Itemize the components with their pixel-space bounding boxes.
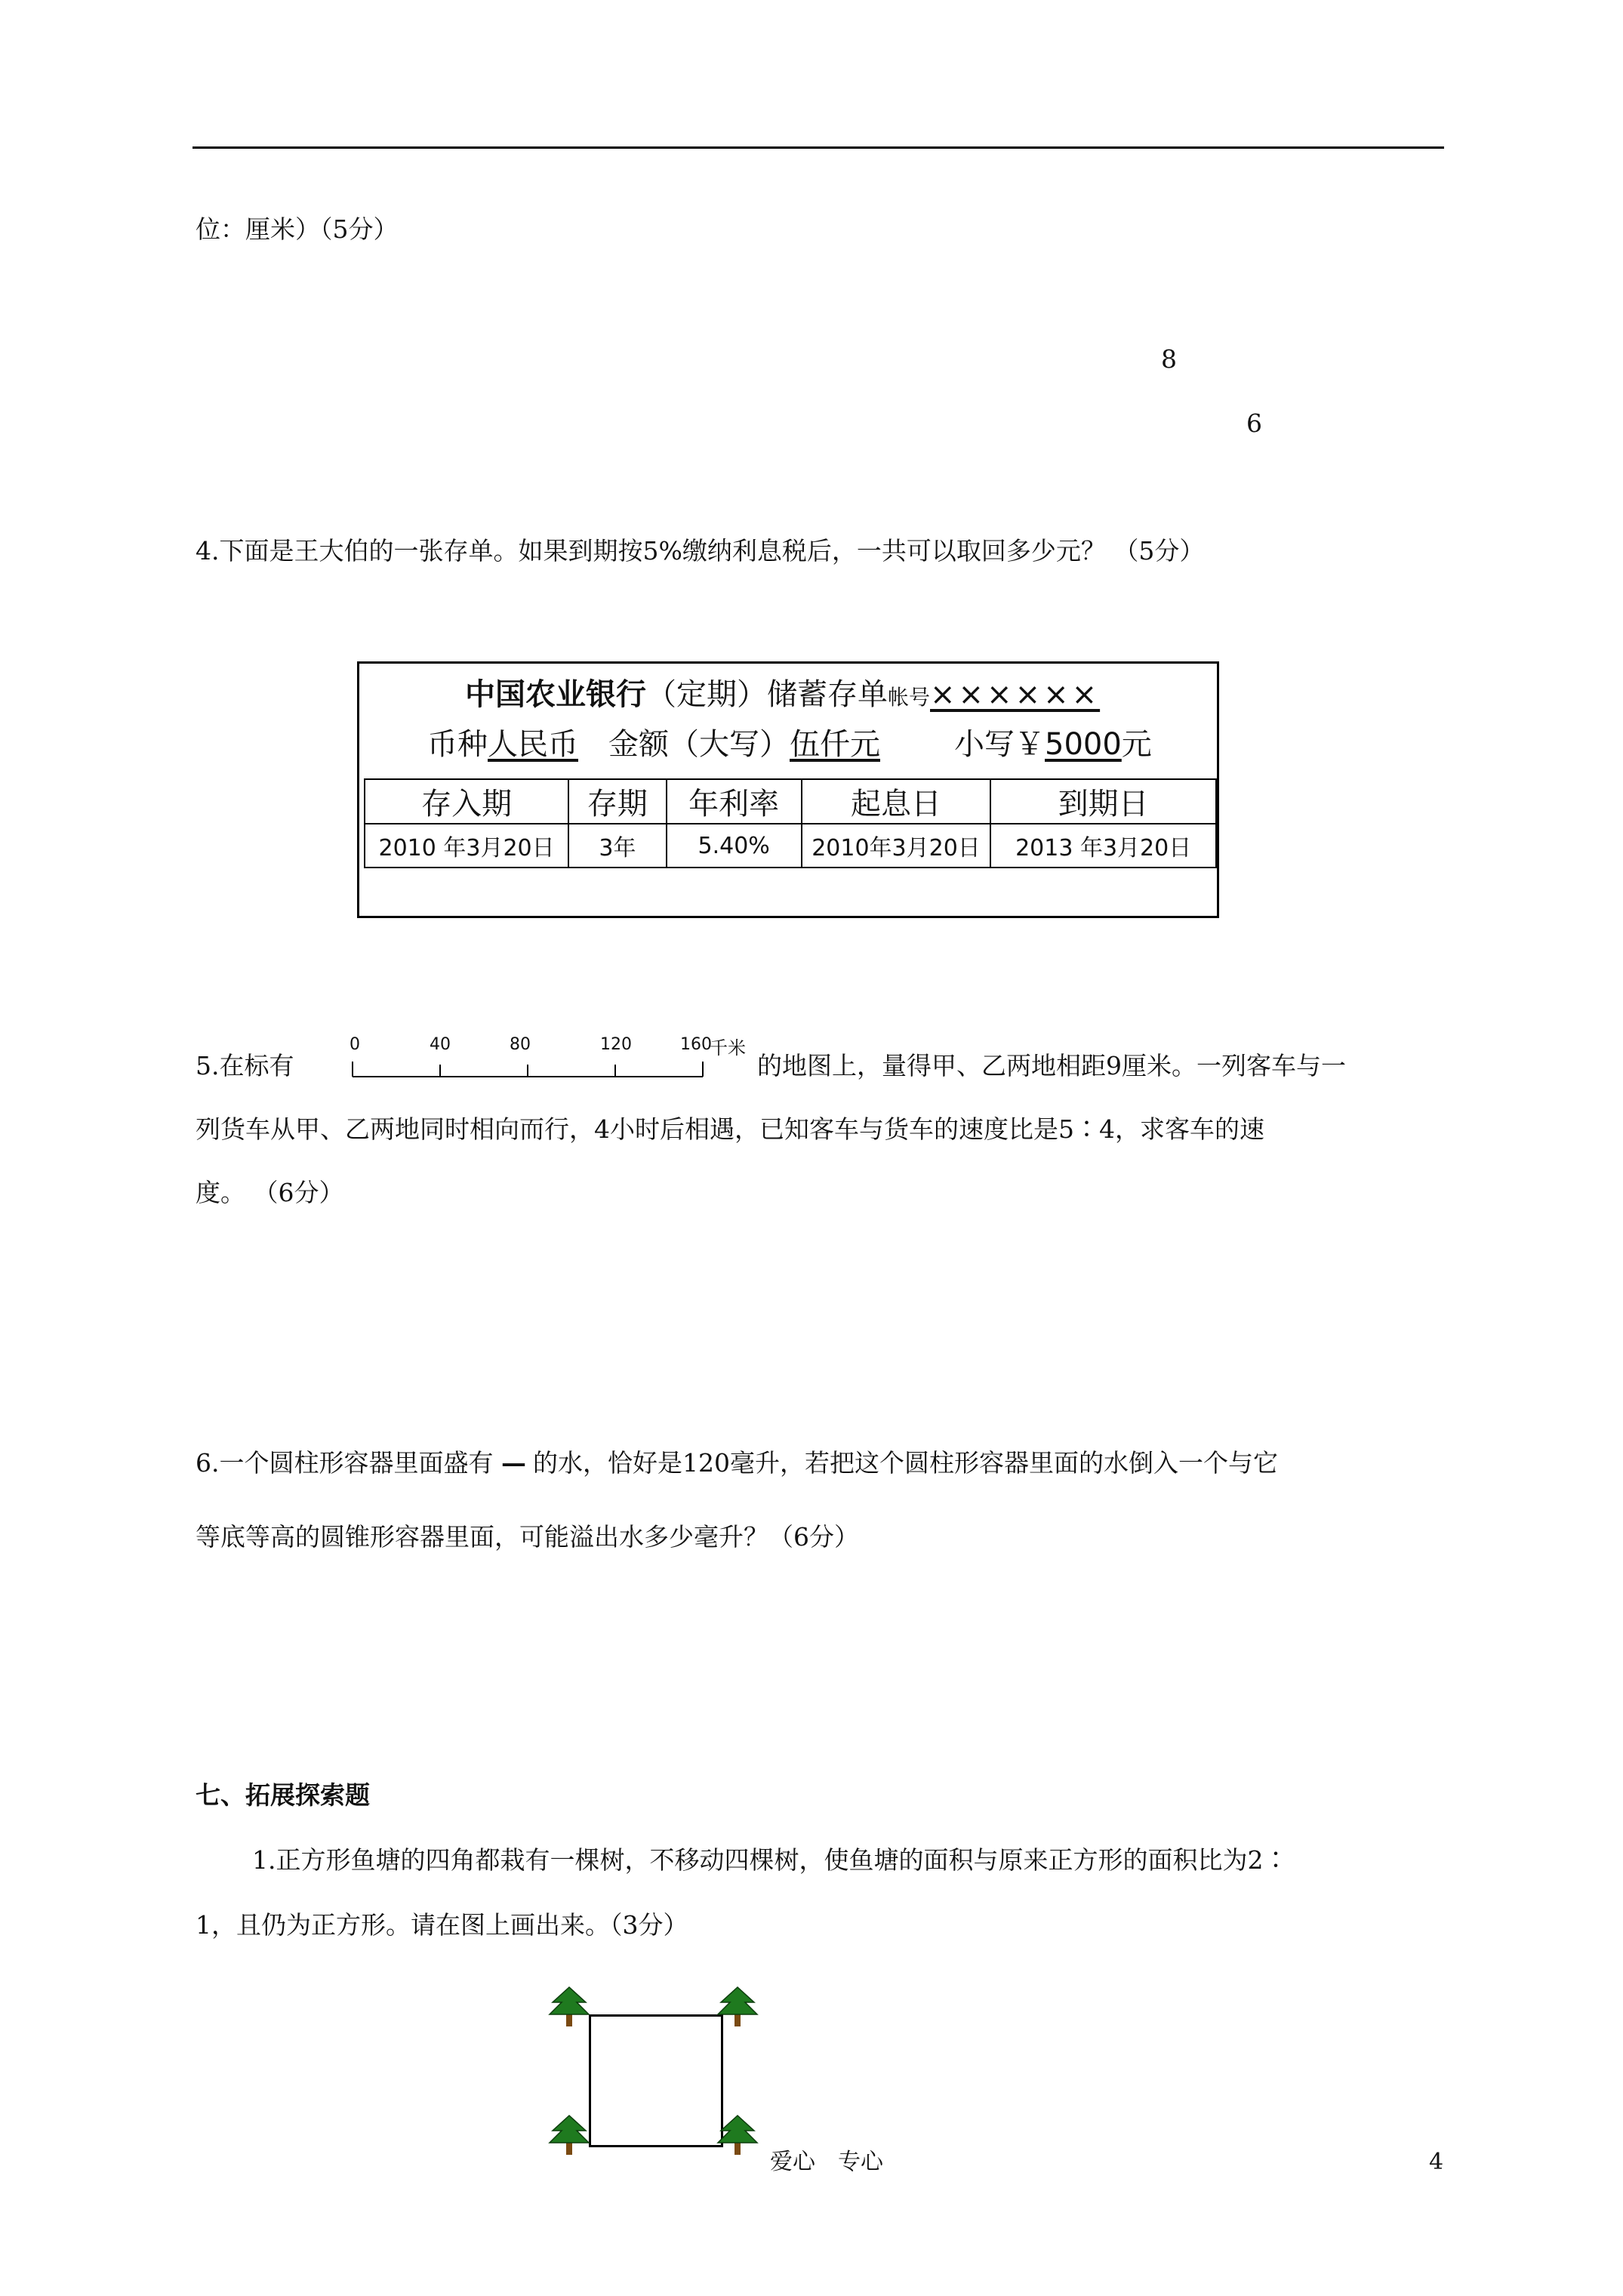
- slip-small-unit: 元: [1121, 727, 1152, 762]
- slip-bank-name: 中国农业银行: [465, 677, 646, 712]
- slip-small-label: 小写￥: [954, 727, 1045, 762]
- bank-deposit-slip: [357, 661, 1219, 918]
- map-scale-bar: [343, 1036, 751, 1081]
- question-6-line2: 等底等高的圆锥形容器里面，可能溢出水多少毫升？（6分）: [196, 1522, 859, 1552]
- scale-tick-label: 160: [680, 1035, 712, 1054]
- page-number: 4: [1429, 2149, 1444, 2175]
- slip-amount-value: 伍仟元: [790, 727, 880, 762]
- line-unit-note: 位：厘米）（5分）: [196, 214, 399, 244]
- slip-small-amount: [954, 726, 1152, 763]
- question-6-fraction: —: [501, 1448, 526, 1478]
- question-6-cont: 的水，恰好是120毫升，若把这个圆柱形容器里面的水倒入一个与它: [533, 1448, 1278, 1478]
- slip-value-term: 3年: [568, 824, 667, 868]
- question-4: 4.下面是王大伯的一张存单。如果到期按5%缴纳利息税后，一共可以取回多少元？ （5分）: [196, 536, 1205, 566]
- slip-value-start-date: 2010年3月20日: [802, 824, 991, 868]
- slip-value-maturity-date: 2013 年3月20日: [990, 824, 1216, 868]
- scale-tick-label: 40: [430, 1035, 451, 1054]
- scale-tick-label: 0: [350, 1035, 360, 1054]
- slip-type: （定期）储蓄存单: [646, 677, 888, 712]
- exercise-1-line1: 1.正方形鱼塘的四角都栽有一棵树，不移动四棵树，使鱼塘的面积与原来正方形的面积比为2∶: [252, 1845, 1289, 1875]
- slip-amount: [608, 726, 880, 763]
- slip-value-deposit-date: 2010 年3月20日: [365, 824, 568, 868]
- slip-account-value: ××××××: [930, 677, 1101, 712]
- slip-header-maturity-date: 到期日: [990, 779, 1216, 824]
- header-rule: [192, 146, 1444, 149]
- tree-icon: [547, 1984, 592, 2029]
- question-5-line3: 度。 （6分）: [196, 1178, 344, 1207]
- scale-tick-label: 80: [510, 1035, 531, 1054]
- question-5-line2: 列货车从甲、乙两地同时相向而行，4小时后相遇，已知客车与货车的速度比是5∶4，求客车的速: [196, 1114, 1264, 1144]
- slip-small-value: 5000: [1045, 727, 1122, 762]
- tree-icon: [715, 1984, 760, 2029]
- square-pond: [589, 2014, 723, 2147]
- tree-icon: [547, 2113, 592, 2158]
- section-7-title: 七、拓展探索题: [196, 1780, 370, 1810]
- scale-unit: 千米: [710, 1037, 746, 1059]
- slip-value-rate: 5.40%: [667, 824, 802, 868]
- question-5-start: 5.在标有: [196, 1051, 294, 1080]
- slip-currency-value: 人民币: [488, 727, 578, 762]
- slip-currency-label: 币种: [427, 727, 488, 762]
- footer-center: 爱心 专心: [770, 2149, 883, 2175]
- figure-label-6: 6: [1246, 408, 1262, 438]
- slip-header-deposit-date: 存入期: [365, 779, 568, 824]
- scale-bar-line: [343, 1054, 736, 1081]
- slip-table: [364, 778, 1217, 868]
- question-6-start: 6.一个圆柱形容器里面盛有: [196, 1448, 494, 1478]
- tree-icon: [715, 2113, 760, 2158]
- slip-currency: [427, 726, 578, 763]
- figure-label-8: 8: [1161, 344, 1177, 374]
- exercise-1-line2: 1，且仍为正方形。请在图上画出来。（3分）: [196, 1910, 688, 1940]
- question-5-cont: 的地图上，量得甲、乙两地相距9厘米。一列客车与一: [757, 1051, 1346, 1080]
- scale-tick-label: 120: [600, 1035, 632, 1054]
- slip-header-start-date: 起息日: [802, 779, 991, 824]
- slip-title: [465, 676, 1100, 717]
- slip-header-rate: 年利率: [667, 779, 802, 824]
- slip-header-term: 存期: [568, 779, 667, 824]
- slip-account-label: 帐号: [888, 685, 931, 710]
- slip-amount-label: 金额（大写）: [608, 727, 790, 762]
